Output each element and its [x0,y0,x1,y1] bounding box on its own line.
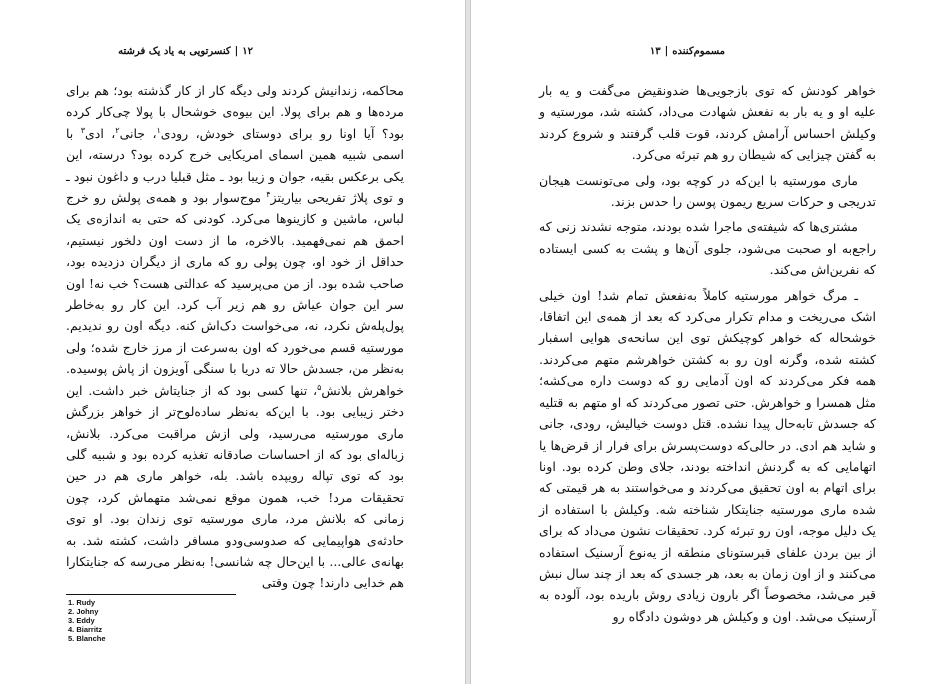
paragraph-text: ، ادی [85,125,116,141]
paragraph-text: محاکمه، زندانیش کردند ولی دیگه کار از کار گذشته بود؛ هم برای مرده‌ها و هم برای پولا. این بیوه‌ی خوشحال با پولا چی‌کار کرده بود؟ آیا اونا رو برای دوستای خودش، رودی [66,83,404,141]
footnote-item: 3. Eddy [68,616,95,625]
left-book-page [0,0,466,684]
footnote-marker: ۲ [115,125,120,135]
paragraph [539,170,876,213]
paragraph-text: مشتری‌ها که شیفته‌ی ماجرا شده بودند، متوجه نشدند زنی که راجع‌به او صحبت می‌شود، جلوی آن‌ها و پشت به کسی ایستاده که نفرین‌اش می‌کند. [539,219,876,278]
left-body-text [66,80,404,594]
paragraph-text: ـ مرگ خواهر مورستیه کاملاً به‌نفعش تمام شد! اون خیلی اشک می‌ریخت و مدام تکرار می‌کرد که بعد از همه‌ی این اتفاقا، خوشحاله که خواهر کوچیکش توی این سانحه‌ی هوایی اسفبار کشته شده، وگرنه اون رو به کشتن خواهرشم متهم می‌کردند. همه فکر می‌کردند که اون آدمایی رو که دوست داره می‌کشه؛ مثل همسرا و خواهرش. حتی تصور می‌کردند که او متهم به قتلیه که جسدش تابه‌حال پیدا نشده. قتل دوست خیالیش، رودی، جانی و شاید هم ادی. در حالی‌که دوست‌پسرش برای فرار از قرض‌ها یا اتهامایی که به گردنش انداخته بودند، جلای وطن کرده بود. اونا برای اتهام به اون تحقیق می‌کردند و می‌خواستند به هر قیمتی که شده ماری مورستیه جنایتکار شناخته شه. وکیلش با استفاده از یک دلیل موجه، اون رو تبرئه کرد. تحقیقات نشون می‌داد که برای از بین بردن علفای قبرستونای منطقه از یه‌نوع آرسنیک استفاده می‌کنند و از اون زمان به بعد، هر جسدی که بعد از چند سال نبش قبر می‌شد، مخصوصاً اگر بارون زیادی روش باریده بود، آلوده به آرسنیک می‌شد. اون و وکیلش هر دوشون دادگاه رو [539,287,876,624]
footnote-item: 5. Blanche [68,634,106,643]
right-body-text [539,80,876,627]
header-separator: | [234,46,239,57]
paragraph-text: با اسمی شبیه همین اسمای امریکایی خرج کرده بود؟ درسته، این یکی برعکس بقیه، جوان و زیبا بود ـ مثل قبلیا درب و داغون نبود ـ و توی پلاژ تفریحی بیاریتز [66,125,404,206]
footnotes-list [68,598,106,643]
paragraph [66,80,404,594]
footnote-item: 4. Biarritz [68,625,103,634]
left-page-number: ۱۲ [242,46,253,57]
paragraph-text: موج‌سوار بود و همه‌ی پولش رو خرج لباس، ماشین و کازینوها می‌کرد. کودنی که حتی به اندازه‌ی یک احمق هم نمی‌فهمید. بالاخره، ما از دست اون دلخور نیستیم، حداقل از خود او، چون پولی رو که ماری از دیگران دزدیده بود، صاحب شده بود. از من می‌پرسید که عدالتی هست؟ خب نه! اون سر این جوان عیاش رو هم زیر آب کرد. این کار رو به‌خاطر پول‌پله‌ش نکرد، نه، می‌خواست دک‌اش کنه. دیگه اون رو ندیدیم. مورستیه قسم می‌خورد که اون به‌سرعت از مرز خارج شده؛ ولی به‌نظر من، جسدش حالا ته دریا با سنگی آویزون از پاش پوسیده. خواهرش بلانش [66,190,404,398]
footnote-marker: ۴ [266,189,271,199]
footnote-item: 1. Rudy [68,598,96,607]
paragraph-text: ماری مورستیه با این‌که در کوچه بود، ولی می‌تونست هیجان تدریجی و حرکات سریع ریمون پوسن را حدس بزند. [539,172,876,210]
left-page-header [118,46,253,57]
footnote-marker: ۵ [317,382,322,392]
footnote-item: 2. Johny [68,607,99,616]
paragraph [539,216,876,280]
right-page-header [650,46,725,57]
footnote-divider [66,594,236,595]
footnote-marker: ۱ [156,125,161,135]
footnote-marker: ۳ [80,125,86,135]
paragraph [539,285,876,628]
paragraph-text: خواهر کودنش که توی بازجویی‌ها ضدونقیض می‌گفت و یه بار علیه او و یه بار به نفعش شهادت می‌داد، کشته شد، مورستیه و وکیلش احساس آرامش کردند، قوت قلب گرفتند و شروع کردند به گفتن چیزایی که شیطان رو هم تبرئه می‌کرد. [539,83,876,163]
paragraph-text: ، تنها کسی بود که از جنایتاش خبر داشت. این دختر زیبایی بود. با این‌که به‌نظر ساده‌لوح‌تر از خواهر بزرگش ماری مورستیه می‌رسید، ولی ازش مراقبت می‌کرد. بلانش، زباله‌ای بود که از احساسات صادقانه تغذیه کرده بود و شبیه گلی بود که توی تپاله رویپده باشد. بله، خواهر ماری هم در حین تحقیقات مرد! خب، همون موقع نمی‌شد متهماش کرد، چون زمانی که بلانش مرد، ماری مورستیه توی زندان بود. او توی حادثه‌ی هواپیمایی که صدوسی‌ودو مسافر داشت، کشته شد. به بهانه‌ی عالی... با این‌حال چه شانسی! به‌نظر می‌رسه که جنایتکارا هم خدایی دارند! چون وقتی [66,382,404,591]
right-page-number: ۱۳ [649,46,661,57]
right-book-page [470,0,937,684]
left-running-title: کنسرتویی به یاد یک فرشته [118,46,231,57]
paragraph [539,80,876,166]
right-running-title: مسموم‌کننده [672,46,725,57]
header-separator: | [664,46,669,57]
paragraph-text: ، جانی [119,125,157,141]
